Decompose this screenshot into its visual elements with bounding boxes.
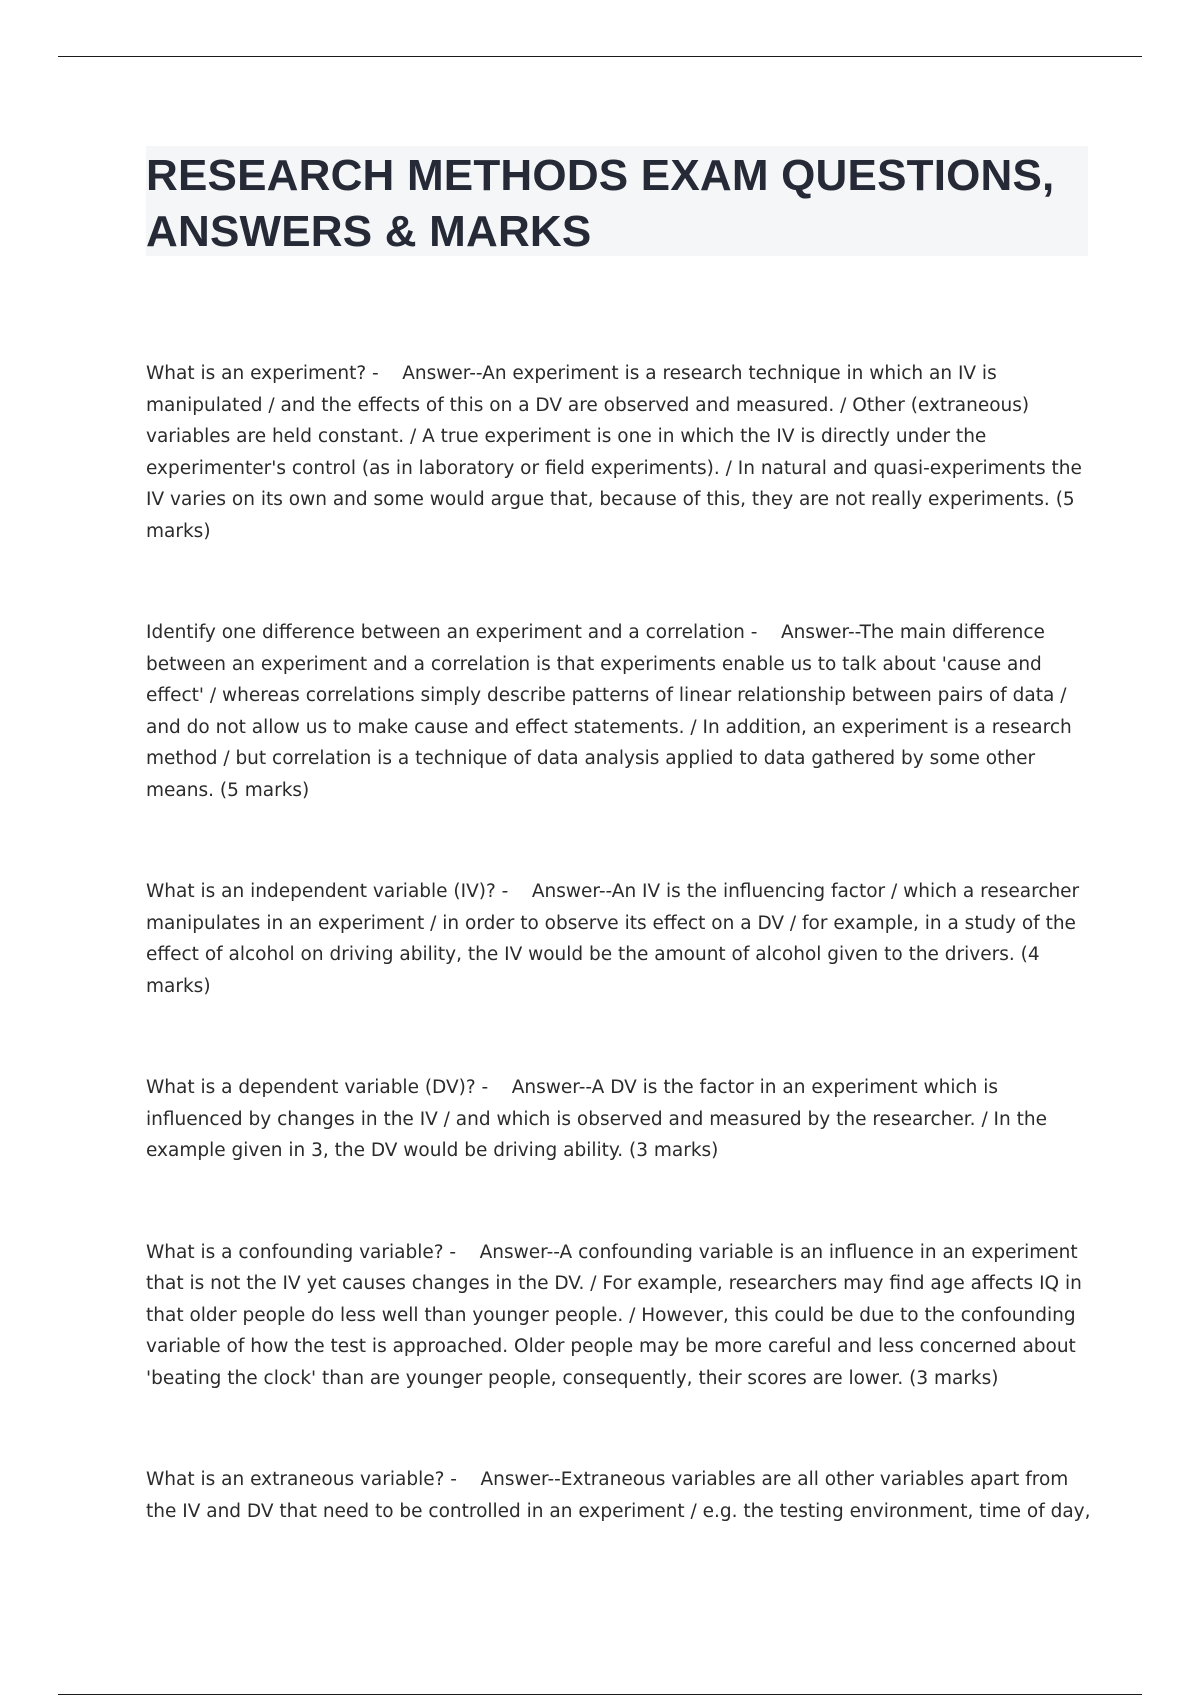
question-text: What is an experiment? - (146, 363, 379, 384)
qa-item-4 (146, 1072, 1096, 1167)
qa-item-2 (146, 617, 1096, 806)
top-rule (58, 56, 1142, 57)
qa-item-3 (146, 876, 1096, 1002)
qa-item-1 (146, 358, 1096, 547)
document-title: RESEARCH METHODS EXAM QUESTIONS, ANSWERS & MARKS (146, 151, 1055, 256)
answer-text: Answer--The main difference between an experiment and a correlation is that experiments enable us to talk about 'cause and effect' / whereas correlations simply describe patterns of linear relationship between pairs of data / and do not allow us to make cause and effect statements. / In addition, an experiment is a research method / but correlation is a technique of data analysis applied to data gathered by some other means. (5 marks) (146, 622, 1072, 801)
bottom-rule (58, 1694, 1142, 1695)
answer-text: Answer--An IV is the influencing factor / which a researcher manipulates in an experiment / in order to observe its effect on a DV / for example, in a study of the effect of alcohol on driving ability, the IV would be the amount of alcohol given to the drivers. (4 marks) (146, 881, 1080, 997)
question-text: What is a confounding variable? - (146, 1241, 457, 1263)
answer-text: Answer--An experiment is a research technique in which an IV is manipulated / and the effects of this on a DV are observed and measured. / Other (extraneous) variables are held constant. / A true experiment is one in which the IV is directly under the experimenter's control (as in laboratory or field experiments). / In natural and quasi-experiments the IV varies on its own and some would argue that, because of this, they are not really experiments. (5 marks) (146, 363, 1082, 542)
question-text: What is a dependent variable (DV)? - (146, 1077, 489, 1098)
answer-text: Answer--A confounding variable is an influence in an experiment that is not the IV yet causes changes in the DV. / For example, researchers may find age affects IQ in that older people do less well than younger people. / However, this could be due to the confounding variable of how the test is approached. Older people may be more careful and less concerned about 'beating the clock' than are younger people, consequently, their scores are lower. (3 marks) (146, 1241, 1082, 1389)
answer-text: Answer--A DV is the factor in an experiment which is influenced by changes in the IV / and which is observed and measured by the researcher. / In the example given in 3, the DV would be driving ability. (3 marks) (146, 1077, 1047, 1161)
question-text: Identify one difference between an experiment and a correlation - (146, 622, 758, 643)
answer-text: Answer--Extraneous variables are all other variables apart from the IV and DV that need to be controlled in an experiment / e.g. the testing environment, time of day, (146, 1469, 1091, 1522)
question-text: What is an independent variable (IV)? - (146, 881, 509, 902)
question-text: What is an extraneous variable? - (146, 1469, 457, 1490)
qa-list (146, 358, 1096, 1597)
qa-item-6 (146, 1464, 1096, 1527)
qa-item-5 (146, 1237, 1096, 1395)
